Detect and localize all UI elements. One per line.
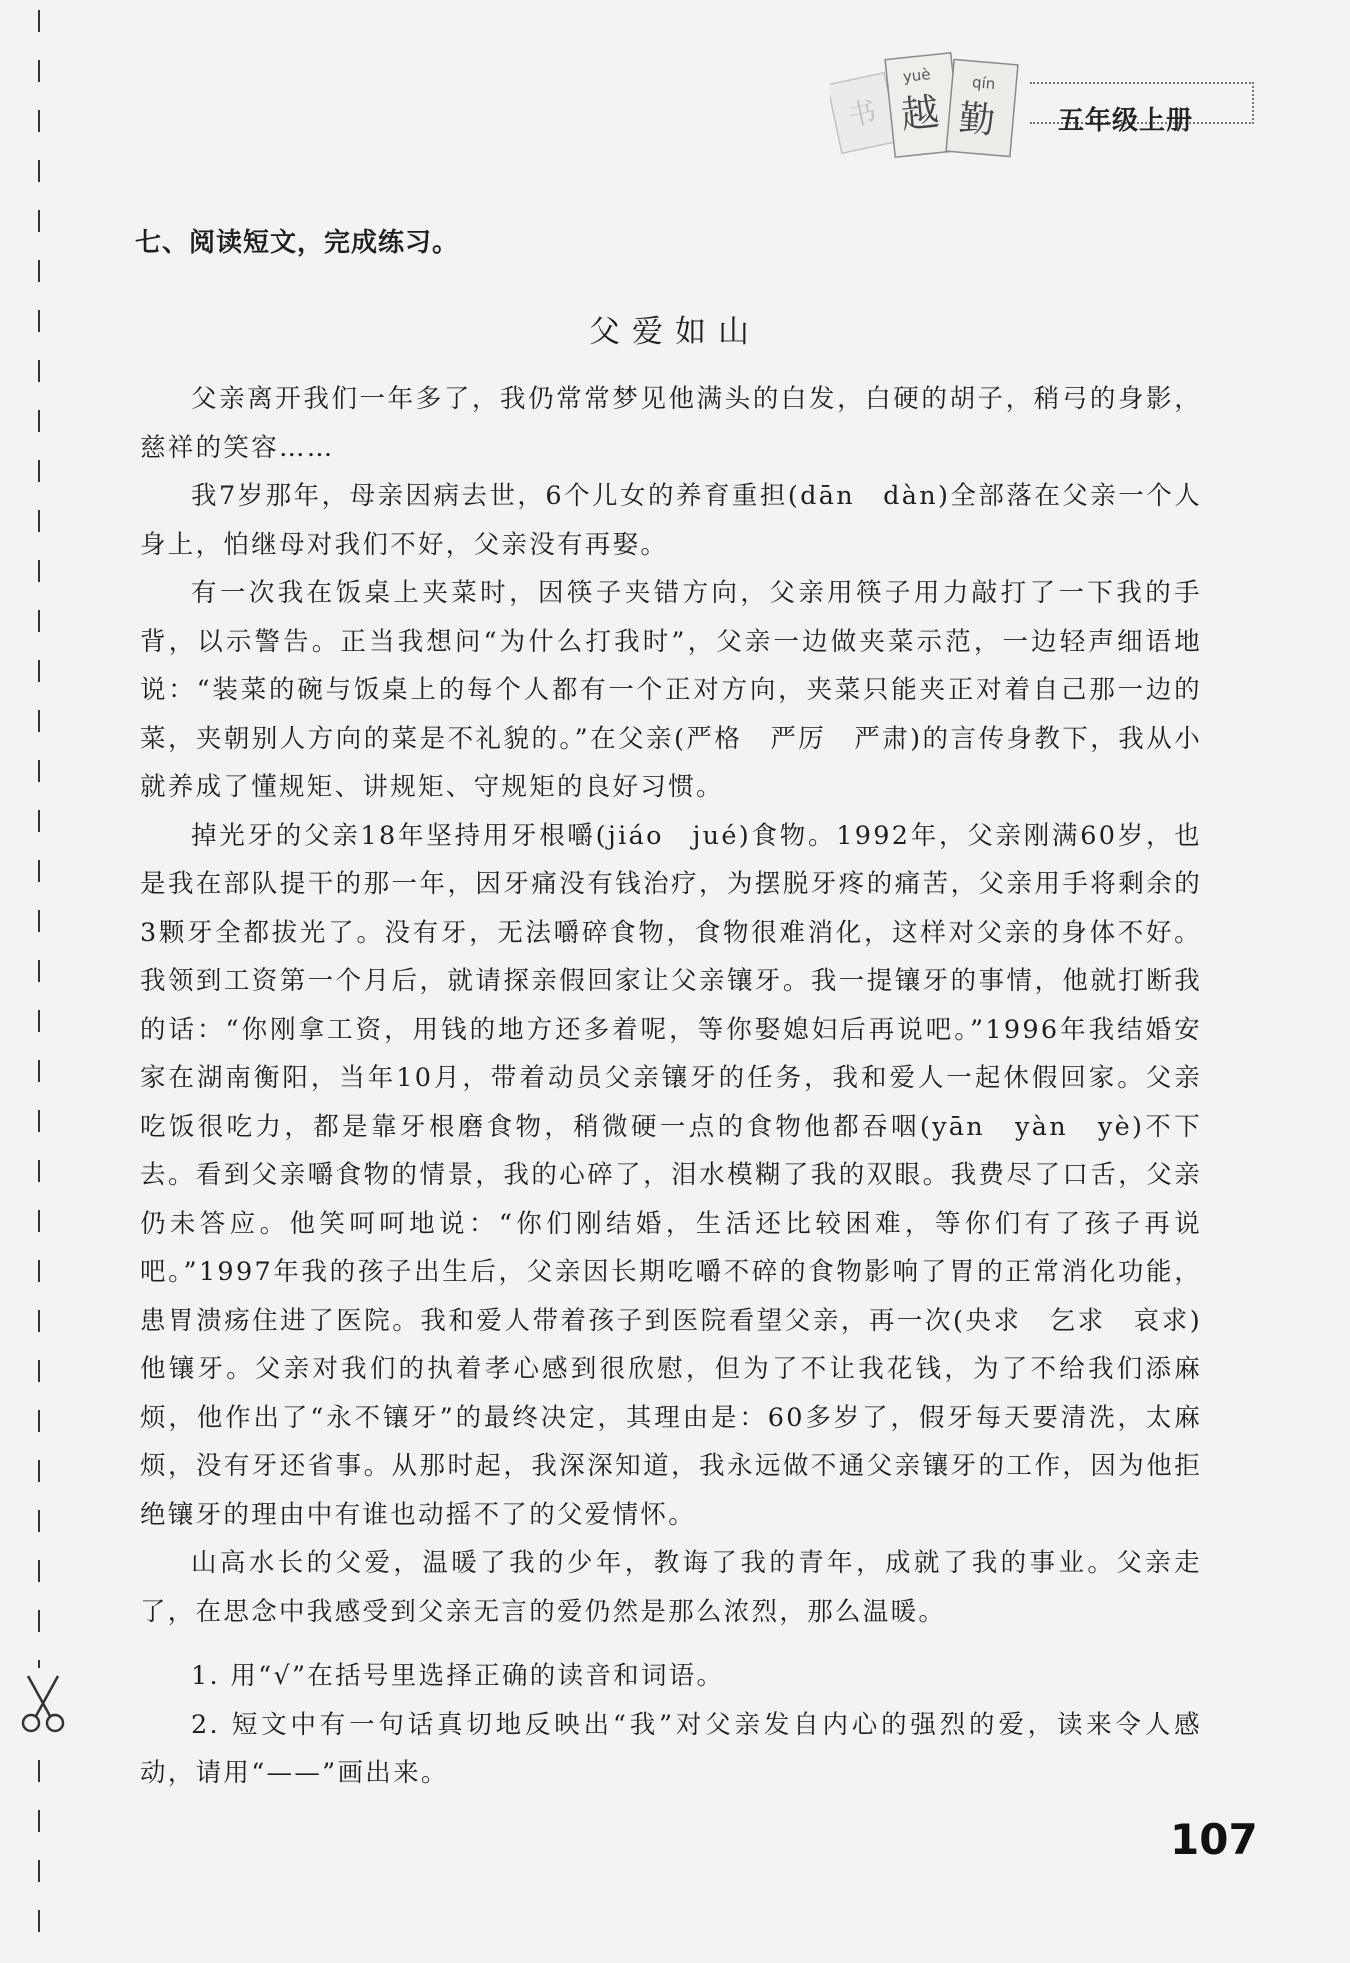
svg-text:越: 越: [898, 89, 942, 138]
paragraph: 有一次我在饭桌上夹菜时，因筷子夹错方向，父亲用筷子用力敲打了一下我的手背，以示警告。正当我想问“为什么打我时”，父亲一边做夹菜示范，一边轻声细语地说：“装菜的碗与饭桌上的每个人都有一个正对方向，夹菜只能夹正对着自己那一边的菜，夹朝别人方向的菜是不礼貌的。”在父亲(严格 严厉 严肃)的言传身教下，我从小就养成了懂规矩、讲规矩、守规矩的良好习惯。: [140, 578, 1202, 802]
svg-text:勤: 勤: [957, 98, 997, 143]
svg-text:书: 书: [845, 94, 880, 133]
questions: [140, 1652, 1202, 1798]
question-item: 1. 用“√”在括号里选择正确的读音和词语。: [191, 1661, 725, 1691]
paragraph: 我7岁那年，母亲因病去世，6个儿女的养育重担(dān dàn)全部落在父亲一个人身上，怕继母对我们不好，父亲没有再娶。: [140, 481, 1202, 560]
scissors-icon: [18, 1668, 68, 1738]
story-title: 父爱如山: [589, 314, 761, 350]
cut-line: [38, 10, 40, 1950]
svg-text:yuè: yuè: [902, 65, 932, 86]
section-title: 七、阅读短文，完成练习。: [135, 228, 460, 258]
page-number: 107: [1170, 1815, 1258, 1864]
story-body: [140, 375, 1202, 1636]
paragraph: 掉光牙的父亲18年坚持用牙根嚼(jiáo jué)食物。1992年，父亲刚满60岁，也是我在部队提干的那一年，因牙痛没有钱治疗，为摆脱牙疼的痛苦，父亲用手将剩余的3颗牙全都拔光了。没有牙，无法嚼碎食物，食物很难消化，这样对父亲的身体不好。我领到工资第一个月后，就请探亲假回家让父亲镶牙。我一提镶牙的事情，他就打断我的话：“你刚拿工资，用钱的地方还多着呢，等你娶媳妇后再说吧。”1996年我结婚安家在湖南衡阳，当年10月，带着动员父亲镶牙的任务，我和爱人一起休假回家。父亲吃饭很吃力，都是靠牙根磨食物，稍微硬一点的食物他都吞咽(yān yàn yè)不下去。看到父亲嚼食物的情景，我的心碎了，泪水模糊了我的双眼。我费尽了口舌，父亲仍未答应。他笑呵呵地说：“你们刚结婚，生活还比较困难，等你们有了孩子再说吧。”1997年我的孩子出生后，父亲因长期吃嚼不碎的食物影响了胃的正常消化功能，患胃溃疡住进了医院。我和爱人带着孩子到医院看望父亲，再一次(央求 乞求 哀求)他镶牙。父亲对我们的执着孝心感到很欣慰，但为了不让我花钱，为了不给我们添麻烦，他作出了“永不镶牙”的最终决定，其理由是：60多岁了，假牙每天要清洗，太麻烦，没有牙还省事。从那时起，我深深知道，我永远做不通父亲镶牙的工作，因为他拒绝镶牙的理由中有谁也动摇不了的父爱情怀。: [140, 820, 1202, 1530]
paragraph: 父亲离开我们一年多了，我仍常常梦见他满头的白发，白硬的胡子，稍弓的身影，慈祥的笑容……: [140, 384, 1202, 463]
paragraph: 山高水长的父爱，温暖了我的少年，教诲了我的青年，成就了我的事业。父亲走了，在思念中我感受到父亲无言的爱仍然是那么浓烈，那么温暖。: [140, 1548, 1202, 1627]
question-item: 2. 短文中有一句话真切地反映出“我”对父亲发自内心的强烈的爱，读来令人感动，请用“——”画出来。: [140, 1709, 1202, 1788]
svg-text:qín: qín: [971, 73, 997, 94]
logo-stamp-icon: [830, 48, 1040, 168]
grade-label: 五年级上册: [1058, 106, 1194, 136]
